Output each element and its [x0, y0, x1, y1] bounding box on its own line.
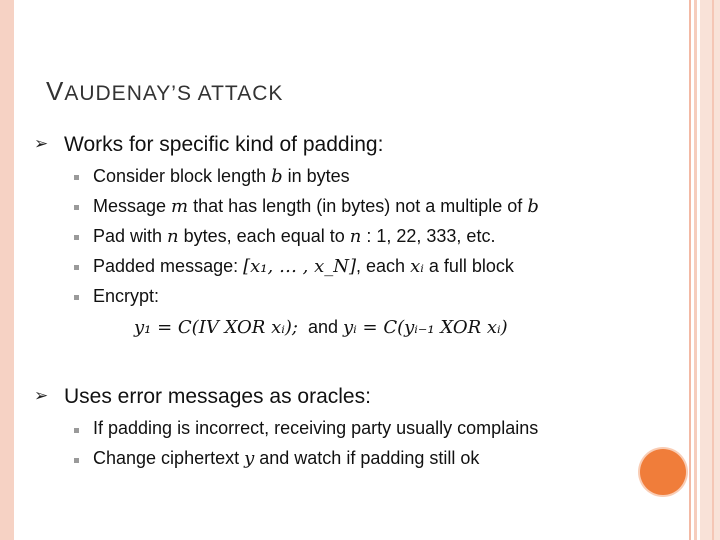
- slide-title: [46, 76, 283, 107]
- square-bullet-icon: [74, 235, 79, 240]
- right-stripe: [689, 0, 691, 540]
- left-border-decoration: [0, 0, 14, 540]
- square-bullet-icon: [74, 295, 79, 300]
- encrypt-formula: y₁ = C(IV XOR xᵢ); and yᵢ = C(yᵢ₋₁ XOR xᵢ): [134, 317, 508, 338]
- right-stripe: [694, 0, 697, 540]
- arrow-bullet-icon: ➢: [34, 386, 49, 405]
- title-rest: AUDENAY’S ATTACK: [64, 82, 284, 105]
- section1-item-3: Pad with n bytes, each equal to n : 1, 22, 333, etc.: [93, 226, 496, 247]
- square-bullet-icon: [74, 458, 79, 463]
- decorative-orange-circle: [640, 449, 686, 495]
- section2-item-1: If padding is incorrect, receiving party usually complains: [93, 418, 539, 438]
- square-bullet-icon: [74, 428, 79, 433]
- square-bullet-icon: [74, 205, 79, 210]
- section1-item-1: Consider block length b in bytes: [93, 166, 350, 187]
- section2-item-2: Change ciphertext y and watch if padding still ok: [93, 448, 480, 469]
- section1-item-5: Encrypt:: [93, 286, 160, 306]
- section2-heading: Uses error messages as oracles:: [64, 385, 371, 408]
- right-stripe: [700, 0, 720, 540]
- section1-heading: Works for specific kind of padding:: [64, 133, 384, 156]
- square-bullet-icon: [74, 175, 79, 180]
- title-first-letter: V: [46, 76, 65, 106]
- section1-item-2: Message m that has length (in bytes) not a multiple of b: [93, 196, 539, 217]
- right-stripe: [712, 0, 714, 540]
- square-bullet-icon: [74, 265, 79, 270]
- section1-item-4: Padded message: [x₁, … , x_N], each xᵢ a full block: [93, 256, 514, 277]
- arrow-bullet-icon: ➢: [34, 134, 49, 153]
